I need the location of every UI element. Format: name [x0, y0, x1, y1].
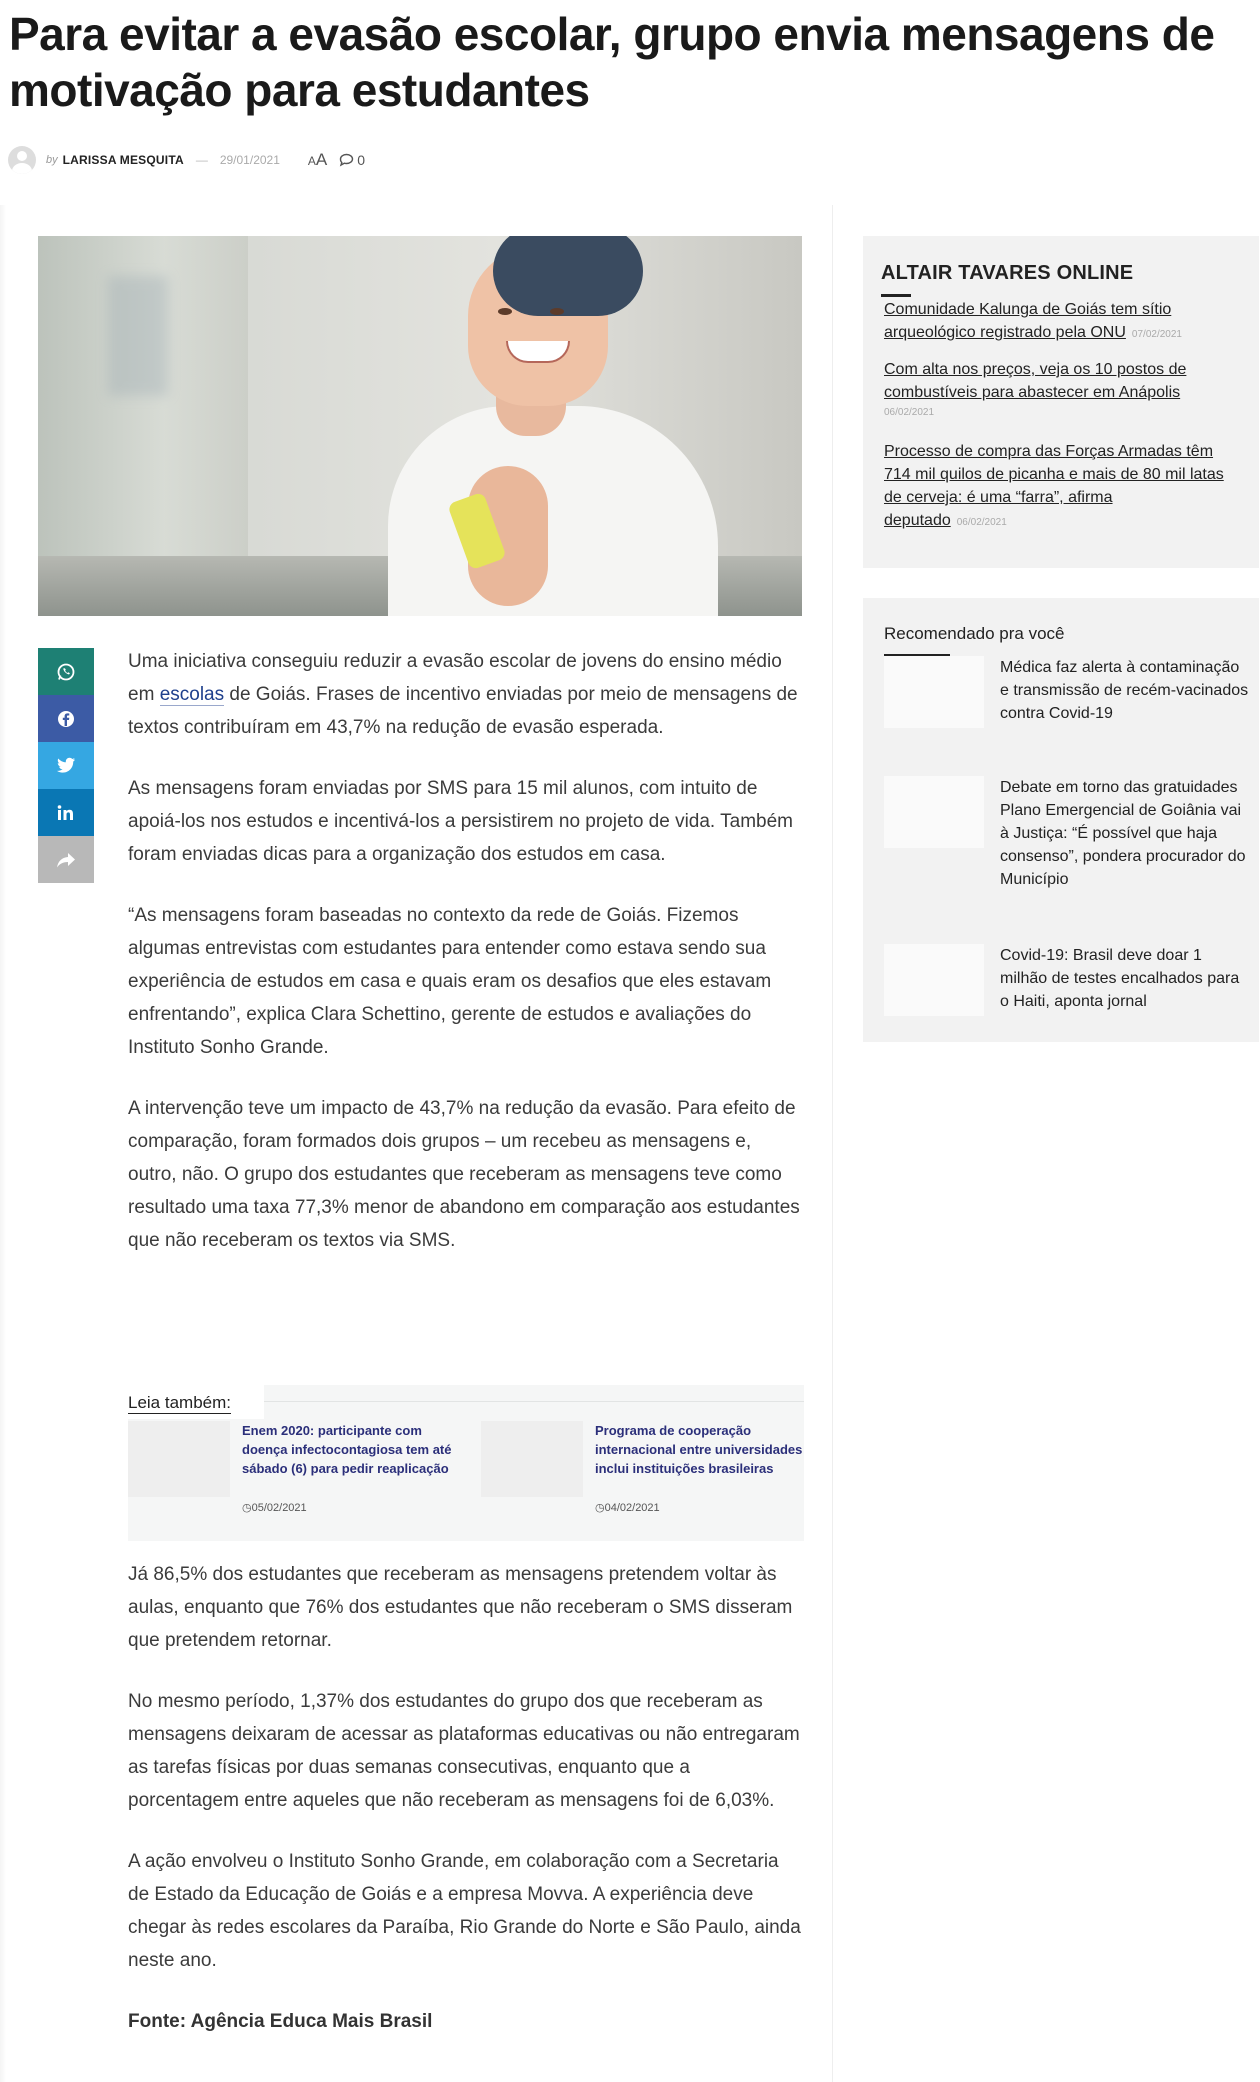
left-column-shadow — [0, 205, 6, 2082]
paragraph-6: No mesmo período, 1,37% dos estudantes do grupo dos que receberam as mensagens deixaram de acessar as plataformas educativas ou não entregaram as tarefas físicas por duas semanas consecutivas, enquanto que a porcentagem entre aqueles que não receberam as mensagens foi de 6,03%. — [128, 1691, 800, 1811]
sidebar-feed-heading: ALTAIR TAVARES ONLINE — [881, 262, 1134, 284]
paragraph-4: A intervenção teve um impacto de 43,7% na redução da evasão. Para efeito de comparação, foram formados dois grupos – um recebeu as mensagens e, outro, não. O grupo dos estudantes que receberam as mensagens teve como resultado uma taxa 77,3% menor de abandono em comparação aos estudantes que não receberam os textos via SMS. — [128, 1098, 800, 1251]
sidebar-feed-item-title[interactable]: Comunidade Kalunga de Goiás tem sítio arqueológico registrado pela ONU — [884, 301, 1172, 341]
article-meta — [8, 144, 365, 176]
meta-separator: — — [195, 153, 208, 167]
twitter-icon — [56, 757, 76, 775]
source-line: Fonte: Agência Educa Mais Brasil — [128, 2011, 433, 2032]
recommended-title[interactable]: Médica faz alerta à contaminação e transmissão de recém-vacinados contra Covid-19 — [1000, 659, 1249, 722]
read-also-box — [128, 1385, 804, 1541]
share-bar — [38, 648, 94, 883]
column-divider — [832, 205, 833, 2082]
read-also-divider — [264, 1401, 804, 1402]
read-also-date-text: 04/02/2021 — [604, 1502, 660, 1514]
clock-icon: ◷ — [595, 1502, 605, 1514]
author-link[interactable]: LARISSA MESQUITA — [62, 153, 184, 167]
paragraph-3: “As mensagens foram baseadas no contexto da rede de Goiás. Fizemos algumas entrevistas com estudantes para entender como estava sendo sua experiência de estudos em casa e quais eram os desafios que eles estavam enfrentando”, explica Clara Schettino, gerente de estudos e avaliações do Instituto Sonho Grande. — [128, 905, 772, 1058]
article-title: Para evitar a evasão escolar, grupo envia mensagens de motivação para estudantes — [9, 8, 1215, 116]
read-also-date-text: 05/02/2021 — [251, 1502, 307, 1514]
recommended-title[interactable]: Debate em torno das gratuidades Plano Emergencial de Goiânia vai à Justiça: “É possível que haja consenso”, pondera procurador do Município — [1000, 779, 1246, 888]
twitter-share-button[interactable] — [38, 742, 94, 789]
read-also-header — [128, 1385, 264, 1419]
comment-icon — [339, 153, 354, 167]
font-size-toggle[interactable] — [308, 150, 327, 170]
paragraph-2: As mensagens foram enviadas por SMS para 15 mil alunos, com intuito de apoiá-los nos estudos e incentivá-los a persistirem no projeto de vida. Também foram enviadas dicas para a organização dos estudos em casa. — [128, 778, 793, 865]
share-icon — [55, 851, 77, 869]
recommended-thumbnail[interactable] — [884, 776, 984, 848]
more-share-button[interactable] — [38, 836, 94, 883]
read-also-date — [595, 1501, 660, 1514]
sidebar-feed-box — [863, 236, 1259, 568]
recommended-thumbnail[interactable] — [884, 944, 984, 1016]
read-also-thumbnail[interactable] — [481, 1421, 583, 1497]
sidebar-feed-item-title[interactable]: Processo de compra das Forças Armadas têm 714 mil quilos de picanha e mais de 80 mil latas de cerveja: é uma “farra”, afirma deputado — [884, 443, 1224, 529]
read-also-card[interactable] — [128, 1421, 458, 1531]
paragraph-1-text-a: Uma iniciativa conseguiu reduzir a evasão escolar de jovens do ensino médio em — [128, 651, 782, 705]
publish-date: 29/01/2021 — [219, 153, 280, 167]
recommended-title[interactable]: Covid-19: Brasil deve doar 1 milhão de testes encalhados para o Haiti, aponta jornal — [1000, 947, 1240, 1010]
paragraph-5: Já 86,5% dos estudantes que receberam as mensagens pretendem voltar às aulas, enquanto que 76% dos estudantes que não receberam o SMS disseram que pretendem retornar. — [128, 1564, 793, 1651]
sidebar-feed-item[interactable] — [884, 298, 1239, 346]
recommended-heading: Recomendado pra você — [884, 624, 1065, 643]
facebook-icon — [56, 709, 76, 729]
sidebar-feed-item-date: 06/02/2021 — [884, 407, 935, 418]
by-label: by — [46, 154, 58, 166]
paragraph-1-text-b: de Goiás. Frases de incentivo enviadas por meio de mensagens de textos contribuíram em 43,7% na redução de evasão esperada. — [128, 684, 798, 738]
paragraph-7: A ação envolveu o Instituto Sonho Grande, em colaboração com a Secretaria de Estado da Educação de Goiás e a empresa Movva. A experiência deve chegar às redes escolares da Paraíba, Rio Grande do Norte e São Paulo, ainda neste ano. — [128, 1851, 801, 1971]
article-body-continued — [128, 1558, 804, 2066]
sidebar-feed-item-date: 07/02/2021 — [1131, 329, 1182, 340]
read-also-title[interactable]: Enem 2020: participante com doença infectocontagiosa tem até sábado (6) para pedir reaplicação — [242, 1423, 452, 1476]
read-also-card[interactable] — [481, 1421, 811, 1531]
recommended-box — [863, 598, 1259, 1042]
sidebar-feed-item-title[interactable]: Com alta nos preços, veja os 10 postos de combustíveis para abastecer em Anápolis — [884, 361, 1187, 401]
recommended-thumbnail[interactable] — [884, 656, 984, 728]
escolas-link[interactable]: escolas — [159, 684, 225, 705]
sidebar-feed-item-date: 06/02/2021 — [956, 517, 1007, 528]
read-also-label: Leia também: — [128, 1393, 231, 1412]
linkedin-icon — [56, 804, 76, 822]
whatsapp-icon — [56, 662, 76, 682]
whatsapp-share-button[interactable] — [38, 648, 94, 695]
sidebar-feed-item[interactable] — [884, 440, 1239, 534]
read-also-date — [242, 1501, 307, 1514]
article-body — [128, 645, 804, 1285]
linkedin-share-button[interactable] — [38, 789, 94, 836]
clock-icon: ◷ — [242, 1502, 252, 1514]
featured-image — [38, 236, 802, 616]
font-size-large[interactable]: A — [315, 150, 328, 169]
read-also-thumbnail[interactable] — [128, 1421, 230, 1497]
author-avatar[interactable] — [8, 146, 36, 174]
heading-underline — [881, 294, 911, 297]
comments-link[interactable] — [339, 152, 365, 168]
font-size-small[interactable]: A — [307, 154, 316, 168]
comments-count: 0 — [357, 152, 366, 168]
paragraph-1 — [128, 645, 804, 744]
facebook-share-button[interactable] — [38, 695, 94, 742]
sidebar-feed-item[interactable] — [884, 358, 1239, 422]
read-also-title[interactable]: Programa de cooperação internacional entre universidades inclui instituições brasileiras — [595, 1423, 803, 1476]
